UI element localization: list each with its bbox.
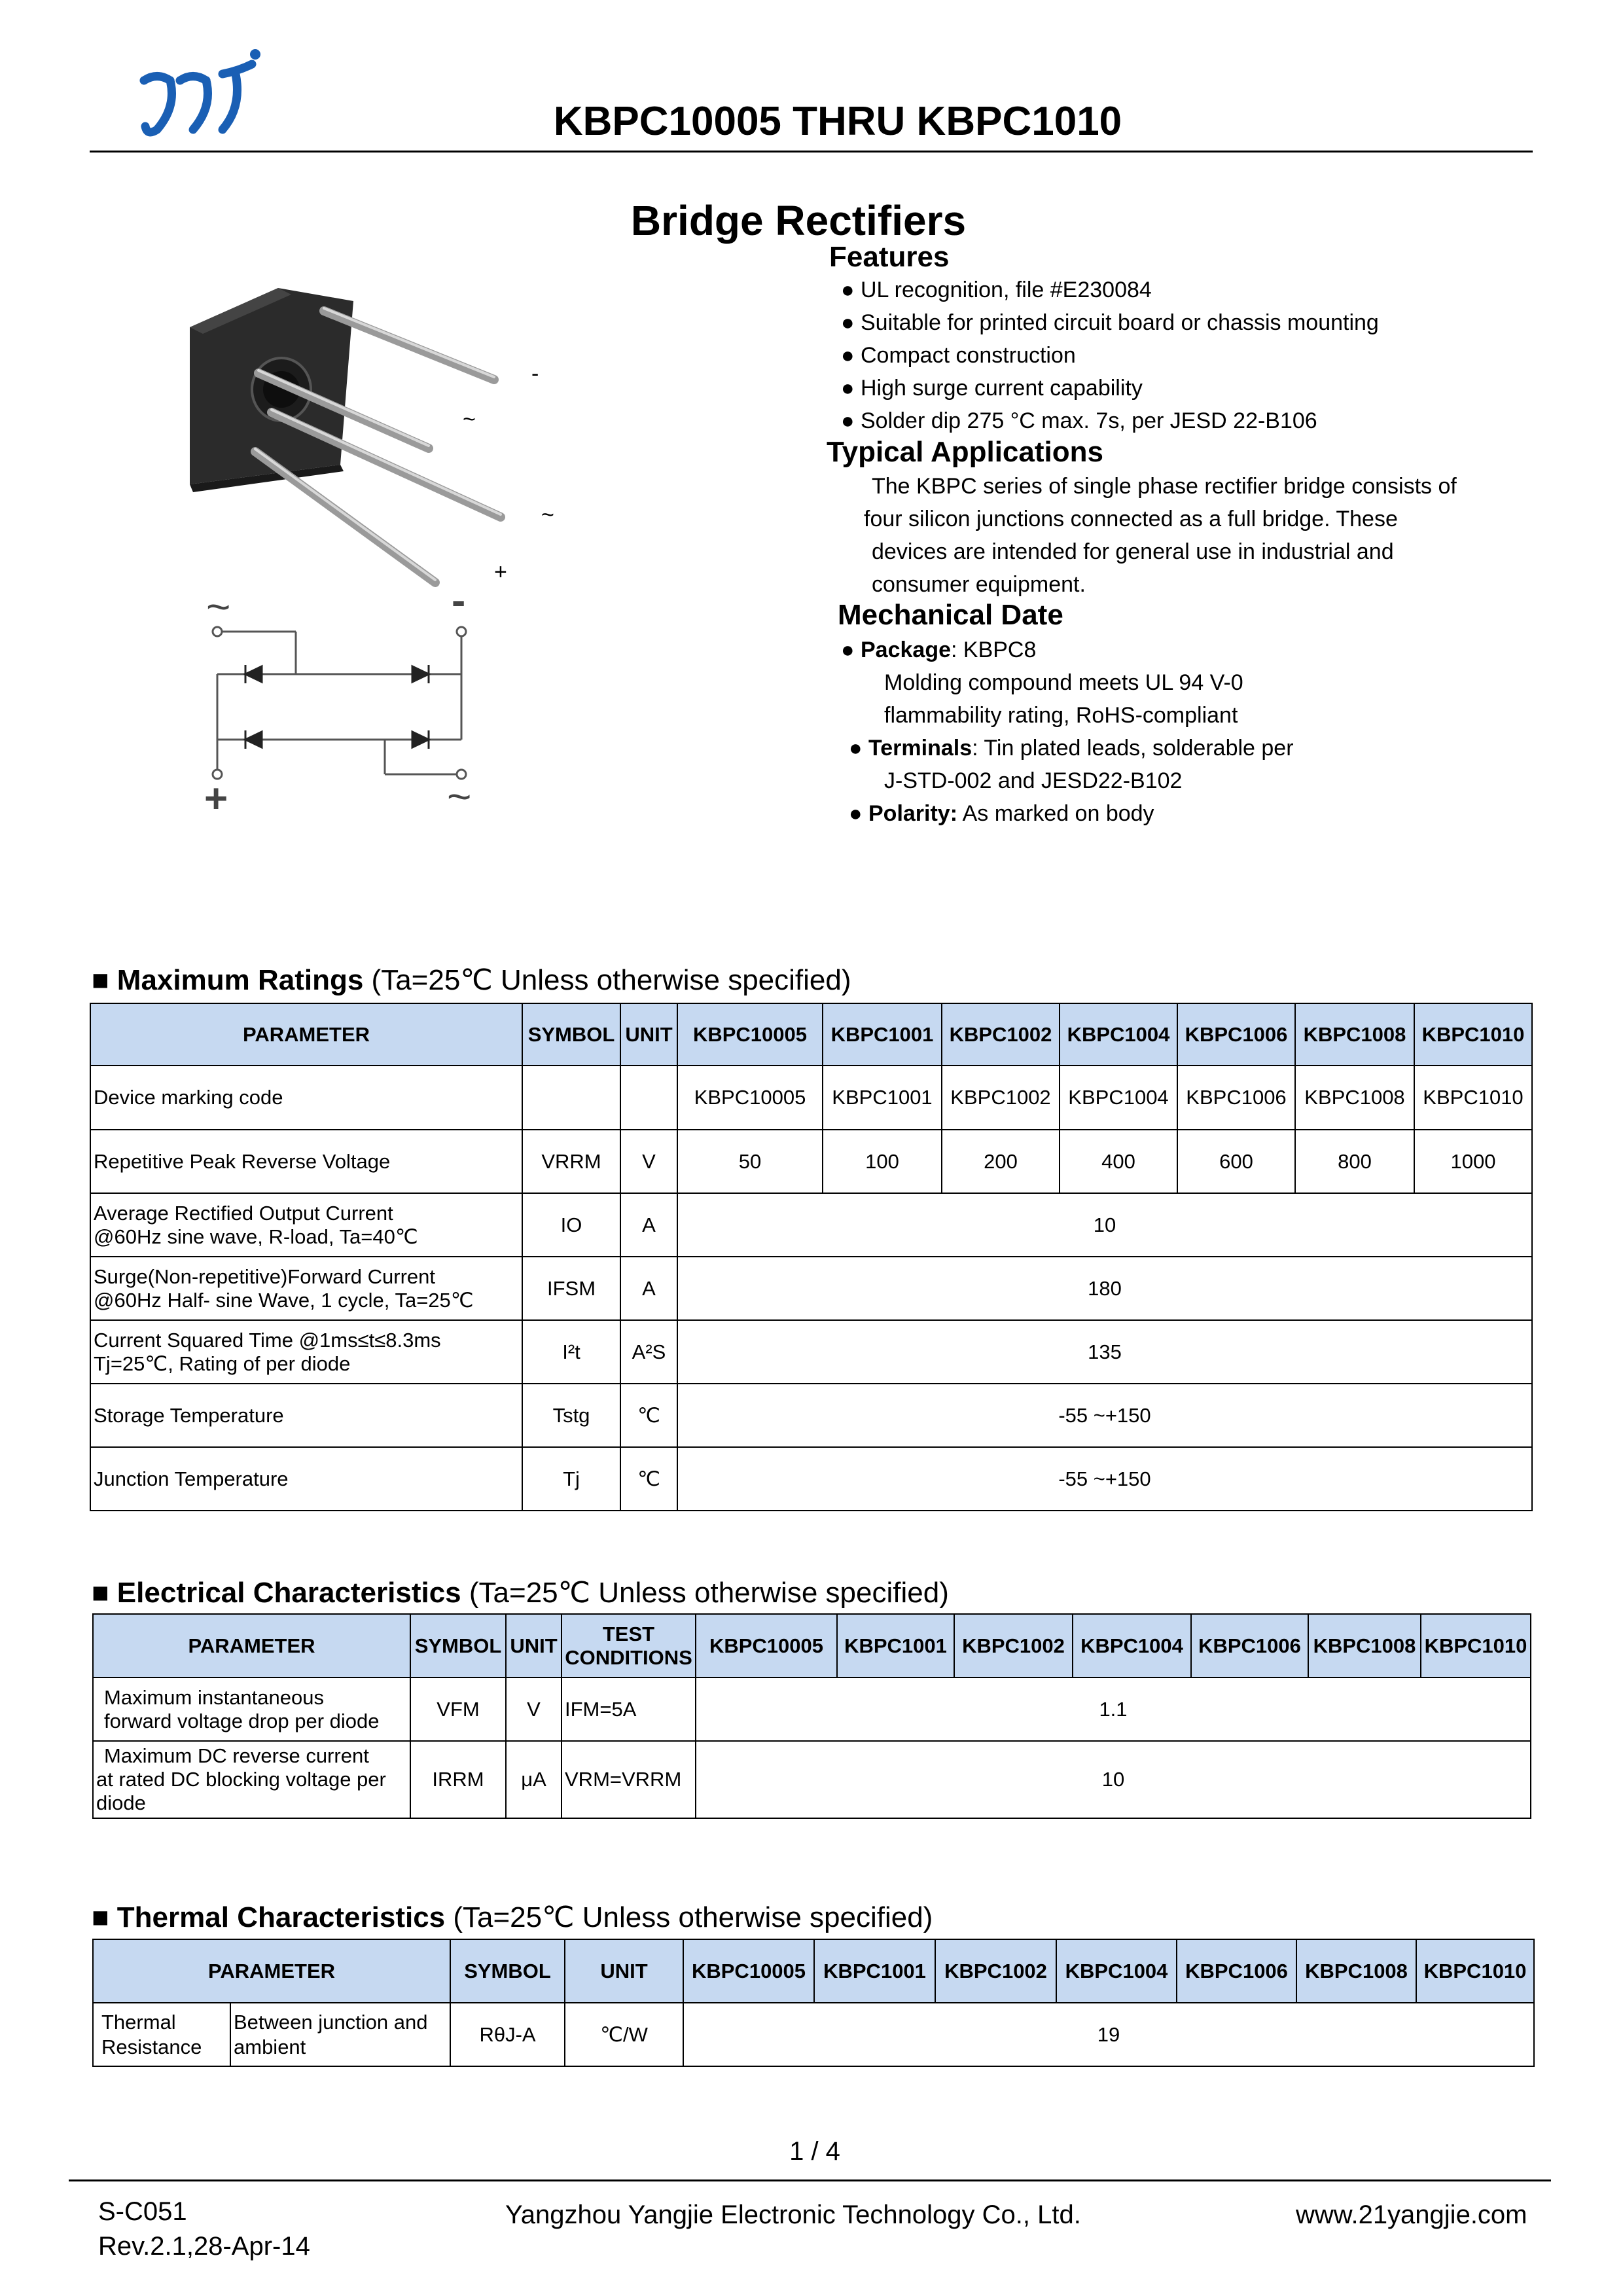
package-line-2: Molding compound meets UL 94 V-0 <box>884 670 1243 695</box>
value-cell: 200 <box>942 1130 1060 1193</box>
header-cell: KBPC1002 <box>954 1614 1073 1677</box>
param-line: forward voltage drop per diode <box>104 1709 380 1732</box>
circuit-label-ac-top: ~ <box>206 583 231 630</box>
header-cell: KBPC1010 <box>1416 1939 1534 2003</box>
header-cell: PARAMETER <box>93 1614 410 1677</box>
header-cell: KBPC1008 <box>1296 1939 1416 2003</box>
header-cell: KBPC1008 <box>1308 1614 1421 1677</box>
unit-cell: V <box>620 1130 677 1193</box>
symbol-cell: IRRM <box>410 1741 506 1818</box>
bullet: ● <box>841 637 855 662</box>
value-cell: 400 <box>1060 1130 1177 1193</box>
value-cell: 100 <box>823 1130 942 1193</box>
value-cell: 10 <box>677 1193 1532 1257</box>
param-cell <box>93 1677 410 1741</box>
header-cell: SYMBOL <box>410 1614 506 1677</box>
header-cell: KBPC1010 <box>1421 1614 1531 1677</box>
unit-cell: A <box>620 1193 677 1257</box>
symbol-cell: I²t <box>522 1320 620 1384</box>
max-ratings-note: (Ta=25℃ Unless otherwise specified) <box>363 964 851 996</box>
value-cell: KBPC1004 <box>1060 1066 1177 1130</box>
header-cell: KBPC1004 <box>1060 1003 1177 1066</box>
condition-cell: IFM=5A <box>562 1677 696 1741</box>
features-heading: Features <box>829 241 950 273</box>
table-row <box>90 1066 1532 1130</box>
header-cell: KBPC10005 <box>696 1614 837 1677</box>
terminals-value: : Tin plated leads, solderable per <box>972 736 1294 761</box>
value-cell: 800 <box>1295 1130 1414 1193</box>
applications-heading: Typical Applications <box>827 436 1103 468</box>
circuit-label-minus: - <box>452 577 466 624</box>
unit-cell: A²S <box>620 1320 677 1384</box>
value-cell: -55 ~+150 <box>677 1447 1532 1511</box>
applications-line: four silicon junctions connected as a full bridge. These <box>864 507 1398 531</box>
applications-line: devices are intended for general use in industrial and <box>872 539 1394 564</box>
page-number: 1 / 4 <box>789 2137 840 2166</box>
table-row <box>90 1384 1532 1447</box>
table-header-row <box>93 1614 1531 1677</box>
unit-cell: μA <box>506 1741 562 1818</box>
symbol-cell: IO <box>522 1193 620 1257</box>
value-cell: KBPC1006 <box>1177 1066 1295 1130</box>
param-cell <box>90 1257 522 1320</box>
param-line: diode <box>96 1791 146 1814</box>
value-cell: 1000 <box>1414 1130 1532 1193</box>
company-name: Yangzhou Yangjie Electronic Technology Co., Ltd. <box>505 2200 1081 2229</box>
param-cell <box>90 1320 522 1384</box>
electrical-table <box>92 1613 1531 1819</box>
param-cell: Junction Temperature <box>90 1447 522 1511</box>
param-line: Maximum DC reverse current <box>104 1744 369 1767</box>
header-cell: KBPC1001 <box>814 1939 935 2003</box>
pin-label-ac2: ~ <box>541 503 554 528</box>
table-header-row <box>93 1939 1534 2003</box>
unit-cell: ℃ <box>620 1384 677 1447</box>
package-value: : KBPC8 <box>951 637 1037 662</box>
param-cell: Between junction and ambient <box>230 2003 450 2066</box>
max-ratings-table <box>90 1003 1533 1511</box>
thermal-heading <box>92 1901 933 1934</box>
header-cell: PARAMETER <box>93 1939 450 2003</box>
feature-item: ● Compact construction <box>841 343 1076 368</box>
feature-item: ● Suitable for printed circuit board or chassis mounting <box>841 310 1379 335</box>
bullet: ● <box>849 801 863 826</box>
revision: Rev.2.1,28-Apr-14 <box>98 2232 310 2261</box>
max-ratings-title: ■ Maximum Ratings <box>92 964 364 996</box>
param-cell: Thermal Resistance <box>93 2003 230 2066</box>
doc-id: S-C051 <box>98 2197 187 2226</box>
mechanical-list <box>841 634 1294 830</box>
header-cell: SYMBOL <box>450 1939 565 2003</box>
table-row <box>90 1130 1532 1193</box>
header-cell: KBPC10005 <box>683 1939 814 2003</box>
features-list <box>841 274 1379 437</box>
feature-item: ● High surge current capability <box>841 376 1143 401</box>
max-ratings-heading <box>92 963 851 997</box>
value-cell: 1.1 <box>696 1677 1531 1741</box>
value-cell: KBPC1010 <box>1414 1066 1532 1130</box>
param-line: @60Hz sine wave, R-load, Ta=40℃ <box>94 1225 418 1248</box>
polarity-value: As marked on body <box>957 801 1154 826</box>
pin-label-ac1: ~ <box>463 407 476 432</box>
param-line: Tj=25℃, Rating of per diode <box>94 1352 351 1375</box>
param-line: Surge(Non-repetitive)Forward Current <box>94 1265 436 1288</box>
table-header-row <box>90 1003 1532 1066</box>
header-cell: KBPC1002 <box>935 1939 1056 2003</box>
thermal-note: (Ta=25℃ Unless otherwise specified) <box>445 1901 933 1933</box>
table-row <box>93 1741 1531 1818</box>
value-cell: KBPC1008 <box>1295 1066 1414 1130</box>
param-cell <box>93 1741 410 1818</box>
unit-cell: V <box>506 1677 562 1741</box>
applications-text <box>864 470 1457 601</box>
circuit-label-ac-bottom: ~ <box>447 773 472 820</box>
header-cell: KBPC1001 <box>837 1614 954 1677</box>
header-cell: SYMBOL <box>522 1003 620 1066</box>
footer-rule <box>69 2179 1551 2181</box>
applications-line: consumer equipment. <box>872 572 1086 597</box>
symbol-cell: VRRM <box>522 1130 620 1193</box>
param-line: Average Rectified Output Current <box>94 1201 393 1225</box>
param-line: at rated DC blocking voltage per <box>96 1768 386 1791</box>
param-cell <box>90 1193 522 1257</box>
param-line: Maximum instantaneous <box>104 1685 324 1709</box>
header-cell: KBPC1006 <box>1177 1003 1295 1066</box>
product-image <box>177 249 569 602</box>
header-cell: PARAMETER <box>90 1003 522 1066</box>
main-title: Bridge Rectifiers <box>630 197 967 244</box>
header-cell: UNIT <box>620 1003 677 1066</box>
header-rule <box>90 151 1533 152</box>
package-line-3: flammability rating, RoHS-compliant <box>884 703 1238 728</box>
polarity-label: Polarity: <box>868 801 958 826</box>
thermal-title: ■ Thermal Characteristics <box>92 1901 446 1933</box>
value-cell: 50 <box>677 1130 823 1193</box>
table-row <box>93 1677 1531 1741</box>
header-cell: UNIT <box>506 1614 562 1677</box>
value-cell: 10 <box>696 1741 1531 1818</box>
document-title: KBPC10005 THRU KBPC1010 <box>553 99 1122 144</box>
value-cell: -55 ~+150 <box>677 1384 1532 1447</box>
symbol-cell: Tstg <box>522 1384 620 1447</box>
bullet: ● <box>849 736 863 761</box>
table-row <box>90 1447 1532 1511</box>
applications-line: The KBPC series of single phase rectifier bridge consists of <box>872 474 1457 499</box>
unit-cell: A <box>620 1257 677 1320</box>
param-cell: Device marking code <box>90 1066 522 1130</box>
value-cell: KBPC10005 <box>677 1066 823 1130</box>
electrical-title: ■ Electrical Characteristics <box>92 1577 461 1609</box>
param-line: @60Hz Half- sine Wave, 1 cycle, Ta=25℃ <box>94 1288 474 1312</box>
header-cell: TEST CONDITIONS <box>562 1614 696 1677</box>
circuit-label-plus: + <box>204 776 228 821</box>
mechanical-heading: Mechanical Date <box>838 599 1063 631</box>
header-cell: KBPC1001 <box>823 1003 942 1066</box>
symbol-cell: IFSM <box>522 1257 620 1320</box>
value-cell: 135 <box>677 1320 1532 1384</box>
electrical-note: (Ta=25℃ Unless otherwise specified) <box>461 1577 949 1609</box>
header-cell: KBPC1006 <box>1177 1939 1296 2003</box>
value-cell: 180 <box>677 1257 1532 1320</box>
package-label: Package <box>861 637 951 662</box>
feature-item: ● Solder dip 275 °C max. 7s, per JESD 22-B106 <box>841 408 1317 433</box>
unit-cell: ℃/W <box>565 2003 683 2066</box>
param-line: Current Squared Time @1ms≤t≤8.3ms <box>94 1328 441 1352</box>
header-cell: KBPC1004 <box>1056 1939 1177 2003</box>
value-cell: KBPC1001 <box>823 1066 942 1130</box>
terminals-label: Terminals <box>868 736 972 761</box>
value-cell: 19 <box>683 2003 1534 2066</box>
table-row <box>90 1320 1532 1384</box>
param-cell: Storage Temperature <box>90 1384 522 1447</box>
header-cell: KBPC1002 <box>942 1003 1060 1066</box>
pin-label-plus: + <box>494 560 507 584</box>
header-cell: KBPC1010 <box>1414 1003 1532 1066</box>
table-row <box>90 1193 1532 1257</box>
header-cell: UNIT <box>565 1939 683 2003</box>
pin-label-minus: - <box>531 361 539 386</box>
value-cell: 600 <box>1177 1130 1295 1193</box>
param-cell: Repetitive Peak Reverse Voltage <box>90 1130 522 1193</box>
feature-item: ● UL recognition, file #E230084 <box>841 278 1152 302</box>
thermal-table <box>92 1939 1535 2067</box>
terminals-line-2: J-STD-002 and JESD22-B102 <box>884 768 1183 793</box>
header-cell: KBPC1008 <box>1295 1003 1414 1066</box>
value-cell: KBPC1002 <box>942 1066 1060 1130</box>
symbol-cell: Tj <box>522 1447 620 1511</box>
table-row <box>93 2003 1534 2066</box>
header-cell: KBPC1006 <box>1191 1614 1308 1677</box>
electrical-heading <box>92 1576 949 1609</box>
website: www.21yangjie.com <box>1296 2200 1527 2229</box>
table-row <box>90 1257 1532 1320</box>
header-cell: KBPC10005 <box>677 1003 823 1066</box>
condition-cell: VRM=VRRM <box>562 1741 696 1818</box>
symbol-cell: RθJ-A <box>450 2003 565 2066</box>
symbol-cell: VFM <box>410 1677 506 1741</box>
header-cell: KBPC1004 <box>1073 1614 1191 1677</box>
unit-cell: ℃ <box>620 1447 677 1511</box>
